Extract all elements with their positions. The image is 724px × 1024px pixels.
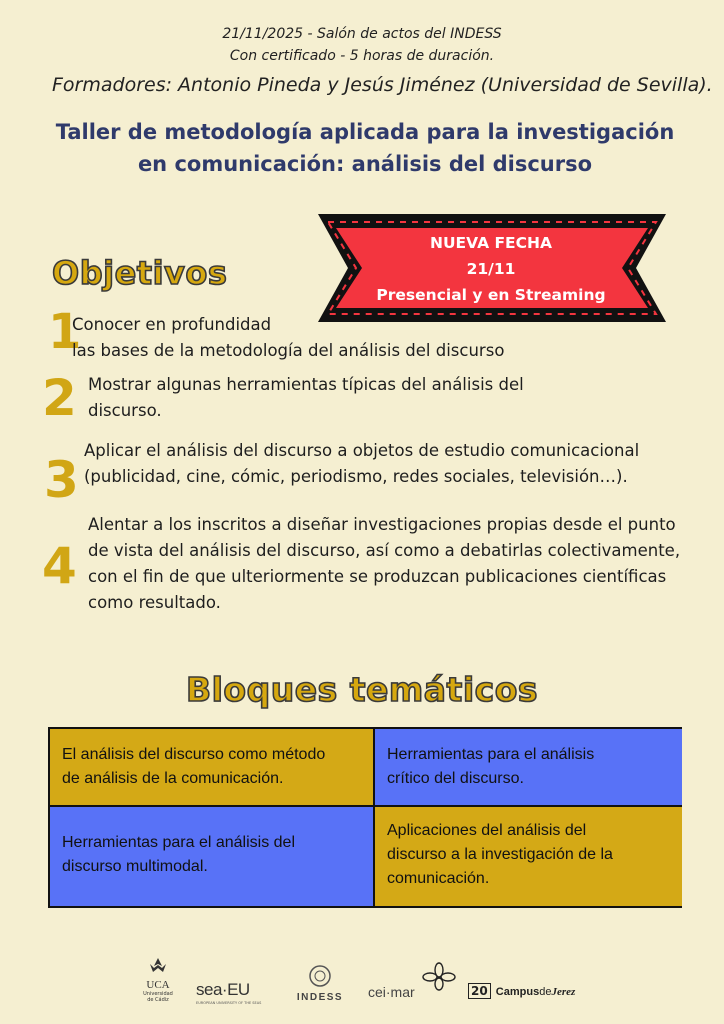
seaeu-name: sea·EU xyxy=(196,980,250,999)
objective-3-line-2: (publicidad, cine, cómic, periodismo, redes sociales, televisión…). xyxy=(84,467,628,486)
block-cell-1 xyxy=(50,729,375,805)
objective-4-line-4: como resultado. xyxy=(88,593,221,612)
block-3-line-1: Herramientas para el análisis del xyxy=(62,834,295,851)
seaeu-logo xyxy=(196,980,261,1005)
title-line-1: Taller de metodología aplicada para la investigación xyxy=(55,120,675,144)
block-2-line-1: Herramientas para el análisis xyxy=(387,746,595,763)
objective-number-2: 2 xyxy=(42,369,77,427)
block-cell-4 xyxy=(375,805,682,906)
title-line-2: en comunicación: análisis del discurso xyxy=(137,152,593,176)
banner-text xyxy=(358,230,624,308)
objective-number-3: 3 xyxy=(44,451,79,509)
block-cell-2 xyxy=(375,729,682,805)
campus-city: Jerez xyxy=(551,986,576,998)
campus-de: de xyxy=(539,986,552,998)
objectives-heading: Objetivos xyxy=(52,254,228,292)
uca-sub-2: de Cádiz xyxy=(147,997,169,1003)
objective-3-line-1: Aplicar el análisis del discurso a objetos de estudio comunicacional xyxy=(84,441,640,460)
objective-3-text xyxy=(84,438,639,490)
objective-2-line-1: Mostrar algunas herramientas típicas del análisis del xyxy=(88,375,524,394)
objective-1-line-1: Conocer en profundidad xyxy=(72,315,272,334)
uca-sub-1: Universidad xyxy=(143,991,173,997)
seaeu-sub: EUROPEAN UNIVERSITY OF THE SEAS xyxy=(196,1001,262,1005)
indess-logo xyxy=(290,964,350,1003)
block-3-line-2: discurso multimodal. xyxy=(62,858,208,875)
trainers-line: Formadores: Antonio Pineda y Jesús Jiménez (Universidad de Sevilla). xyxy=(52,74,713,96)
objective-1-line-2: las bases de la metodología del análisis del discurso xyxy=(72,341,505,360)
objective-4-line-2: de vista del análisis del discurso, así como a debatirlas colectivamente, xyxy=(88,541,681,560)
indess-seal-icon xyxy=(308,964,332,988)
uca-logo xyxy=(136,956,180,1003)
campus-word: Campus xyxy=(495,986,540,998)
uca-emblem-icon xyxy=(145,956,171,976)
event-date-line: 21/11/2025 - Salón de actos del INDESS xyxy=(222,26,502,42)
blocks-table xyxy=(48,727,682,908)
banner-line-2: 21/11 xyxy=(466,260,516,278)
objective-4-line-1: Alentar a los inscritos a diseñar investigaciones propias desde el punto xyxy=(88,515,676,534)
ceimar-name: cei·mar xyxy=(368,984,415,1000)
certificate-line: Con certificado - 5 horas de duración. xyxy=(229,48,495,64)
block-4-line-1: Aplicaciones del análisis del xyxy=(387,822,587,839)
objective-4-text xyxy=(88,512,680,616)
block-cell-3 xyxy=(50,805,375,906)
block-4-line-2: discurso a la investigación de la xyxy=(387,846,613,863)
workshop-title xyxy=(40,116,690,180)
uca-name: UCA xyxy=(146,979,170,991)
sponsor-logos xyxy=(130,956,610,1012)
block-1-line-1: El análisis del discurso como método xyxy=(62,746,326,763)
objective-number-1: 1 xyxy=(48,304,82,360)
blocks-heading: Bloques temáticos xyxy=(185,670,539,709)
campus-jerez-logo xyxy=(468,980,575,999)
objective-4-line-3: con el fin de que ulteriormente se produzcan publicaciones científicas xyxy=(88,567,667,586)
indess-name: INDESS xyxy=(296,992,344,1003)
block-4-line-3: comunicación. xyxy=(387,870,490,887)
ceimar-flower-icon xyxy=(422,962,456,992)
block-1-line-2: de análisis de la comunicación. xyxy=(62,770,284,787)
banner-line-1: NUEVA FECHA xyxy=(429,234,552,252)
objective-2-line-2: discurso. xyxy=(88,401,162,420)
objective-2-text xyxy=(88,372,524,424)
objective-1-text xyxy=(72,312,504,364)
banner-line-3: Presencial y en Streaming xyxy=(376,286,606,304)
block-2-line-2: crítico del discurso. xyxy=(387,770,524,787)
objective-number-4: 4 xyxy=(42,537,77,595)
campus-badge: 20 xyxy=(468,983,491,999)
